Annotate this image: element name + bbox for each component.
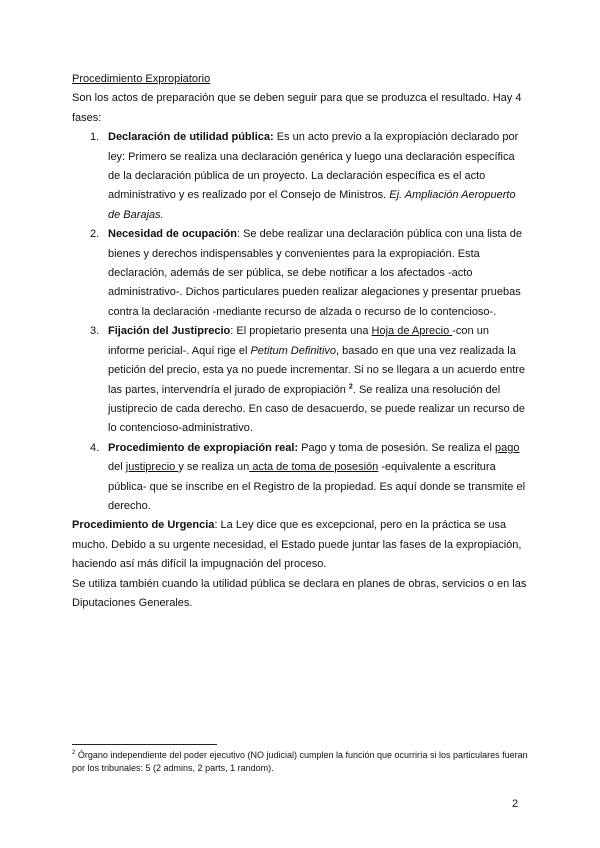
urgency-text: : La Ley dice que es excepcional, pero en la práctica se usa mucho. Debido a su urgente necesidad, el Estado puede juntar las fases de la expropiación, haciendo así más difícil la impugnación del proceso. <box>72 519 522 571</box>
phase-heading: Declaración de utilidad pública: <box>108 131 274 144</box>
phase-text: del <box>108 461 126 474</box>
document-body <box>72 70 528 613</box>
footnote-text: Órgano independiente del poder ejecutivo (NO judicial) cumplen la función que ocurriría si los particulares fueran por los tribunales: 5 (2 admins, 2 parts, 1 random). <box>72 750 528 773</box>
phase-text: -equivalente a escritura pública- que se inscribe en el Registro de la propiedad. Es aquí donde se transmite el derecho. <box>108 461 526 512</box>
list-number: 4. <box>90 441 100 454</box>
footnote-divider <box>72 744 217 745</box>
phase-text: Pago y toma de posesión. Se realiza el <box>298 441 496 454</box>
phase-text: . Se realiza una resolución del justiprecio de cada derecho. En caso de desacuerdo, se puede realizar un recurso de lo contencioso-administrativo. <box>108 383 526 435</box>
justiprecio-link[interactable]: justiprecio <box>125 461 179 474</box>
phase-text: -con un informe pericial-. Aquí rige el <box>108 325 489 357</box>
list-number: 1. <box>90 131 100 144</box>
phases-list <box>72 128 528 516</box>
phase-example: Ej. Ampliación Aeropuerto de Barajas. <box>108 189 516 221</box>
list-number: 2. <box>90 228 100 241</box>
footnote-reference[interactable]: 2 <box>348 382 353 390</box>
section-title: Procedimiento Expropiatorio <box>72 73 211 85</box>
phase-heading: Fijación del Justiprecio <box>108 325 231 338</box>
phase-text: : Se debe realizar una declaración pública con una lista de bienes y derechos indispensables y convenientes para la expropiación. Esta declaración, además de ser pública, se debe notificar a los afectados -acto administrativo-. Dichos particulares pueden realizar alegaciones y presentar pruebas contra la declaración -mediante recurso de alzada o recurso de lo contencioso-. <box>108 228 522 318</box>
intro-paragraph: Son los actos de preparación que se deben seguir para que se produzca el resultado. Hay 4 fases: <box>72 92 522 124</box>
footnote <box>72 749 528 775</box>
phase-text: , basado en que una vez realizada la petición del precio, esta ya no puede incrementar. Si no se llegara a un acuerdo entre las partes, intervendría el jurado de expropiación <box>108 344 526 396</box>
closing-paragraph: Se utiliza también cuando la utilidad pública se declara en planes de obras, servicios o en las Diputaciones Generales. <box>72 577 527 609</box>
page-number: 2 <box>512 798 519 810</box>
phase-text: y se realiza un <box>178 461 250 474</box>
list-item <box>72 322 528 438</box>
footnote-marker: 2 <box>72 750 76 756</box>
urgency-paragraph <box>72 516 528 574</box>
pago-link[interactable]: pago <box>495 441 520 454</box>
hoja-de-aprecio-link[interactable]: Hoja de Aprecio <box>371 325 453 338</box>
list-number: 3. <box>90 325 100 338</box>
petitum-definitivo-term: Petitum Definitivo <box>250 344 337 357</box>
urgency-heading: Procedimiento de Urgencia <box>72 519 215 532</box>
acta-posesion-link[interactable]: acta de toma de posesión <box>249 461 379 474</box>
list-item <box>72 439 528 517</box>
list-item <box>72 128 528 225</box>
phase-heading: Procedimiento de expropiación real: <box>108 441 299 454</box>
phase-text: Es un acto previo a la expropiación declarado por ley: Primero se realiza una declaración genérica y luego una declaración específica de la declaración pública de un proyecto. La declaración específica es el acto administrativo y es realizado por el Consejo de Ministros. <box>108 131 519 202</box>
phase-text: : El propietario presenta una <box>230 325 372 338</box>
phase-heading: Necesidad de ocupación <box>108 228 237 241</box>
list-item <box>72 225 528 322</box>
